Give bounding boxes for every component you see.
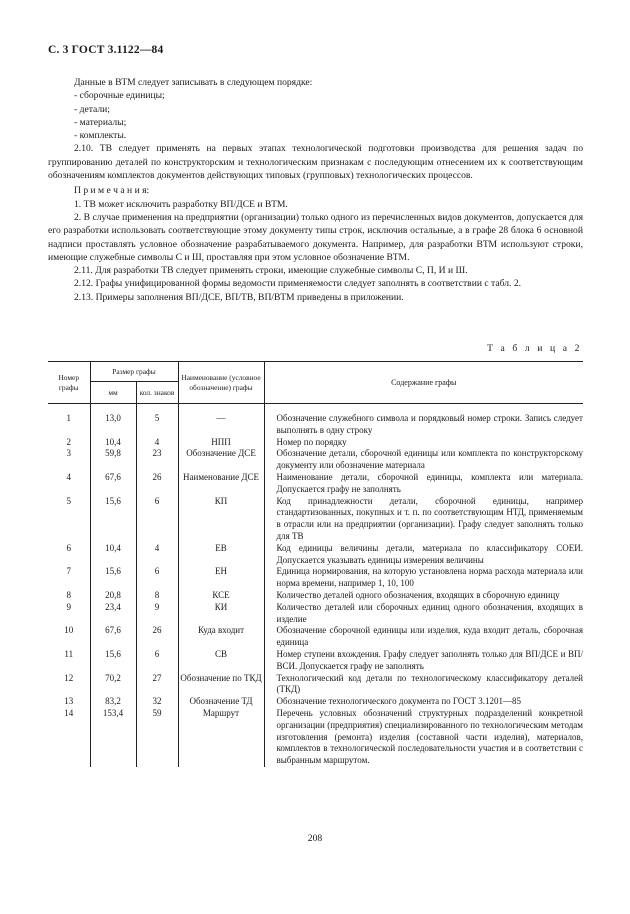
table-row bbox=[48, 649, 583, 673]
row-name: ЕН bbox=[178, 566, 264, 590]
list-item: - сборочные единицы; bbox=[74, 90, 165, 102]
row-number: 4 bbox=[66, 471, 71, 482]
row-content: Технологический код детали по технологическому классификатору деталей (ТКД) bbox=[264, 673, 583, 697]
row-size-mm: 10,4 bbox=[90, 437, 136, 449]
row-name: Обозначение ТД bbox=[178, 696, 264, 708]
row-content: Количество деталей или сборочных единиц одного обозначения, входящих в изделие bbox=[264, 602, 583, 626]
row-name: Обозначение ДСЕ bbox=[178, 448, 264, 472]
row-number: 6 bbox=[66, 542, 71, 553]
paragraph-2-12: 2.12. Графы унифицированной формы ведомости применяемости следует заполнять в соответствии с табл. 2. bbox=[74, 278, 522, 290]
note-1: 1. ТВ может исключить разработку ВП/ДСЕ и ВТМ. bbox=[74, 198, 288, 210]
row-name: СВ bbox=[178, 649, 264, 673]
note-2: 2. В случае применения на предприятии (организации) только одного из перечисленных видов документов, допускается для его разработки использовать соответствующие этому документу типы строк, исключив остальные, а в графе 28 блока 6 основной надписи проставлять условное обозначение разрабатываемого документа. Например, для разработки ВТМ используют строки, имеющие служебные символы С и Ш, проставляя при этом условное обозначение ВТМ. bbox=[48, 211, 583, 263]
row-size-mm: 15,6 bbox=[90, 496, 136, 543]
row-size-chars: 26 bbox=[136, 625, 178, 649]
paragraph-2-11: 2.11. Для разработки ТВ следует применять строки, имеющие служебные символы С, П, И и Ш. bbox=[74, 265, 468, 277]
row-number: 9 bbox=[66, 601, 71, 612]
row-size-chars: 59 bbox=[136, 708, 178, 767]
table-row bbox=[48, 566, 583, 590]
col-header-number: Номер графы bbox=[48, 362, 90, 404]
row-number: 12 bbox=[64, 672, 74, 683]
row-name: КСЕ bbox=[178, 590, 264, 602]
table-2 bbox=[48, 361, 583, 767]
row-content: Обозначение детали, сборочной единицы или комплекта по конструкторскому документу или обозначение материала bbox=[264, 448, 583, 472]
row-content: Обозначение технологического документа по ГОСТ 3.1201—85 bbox=[264, 696, 583, 708]
table-label: Т а б л и ц а 2 bbox=[487, 343, 582, 354]
row-name: НПП bbox=[178, 437, 264, 449]
table-row bbox=[48, 472, 583, 496]
col-header-chars: кол. знаков bbox=[136, 382, 178, 404]
row-name: КИ bbox=[178, 602, 264, 626]
paragraph-2-10: 2.10. ТВ следует применять на первых этапах технологической подготовки производства для решения задач по группированию деталей по конструкторским и технологическим признакам с последующим отнесением их к соответствующим обозначениям комплектов документов действующих типовых (групповых) технологических процессов. bbox=[48, 143, 583, 182]
table-body bbox=[48, 404, 583, 767]
col-header-mm: мм bbox=[90, 382, 136, 404]
row-number: 7 bbox=[66, 566, 71, 577]
row-name: Куда входит bbox=[178, 625, 264, 649]
table-row bbox=[48, 404, 583, 437]
table-row bbox=[48, 673, 583, 697]
row-size-chars: 6 bbox=[136, 496, 178, 543]
row-number: 5 bbox=[66, 495, 71, 506]
list-item: - детали; bbox=[74, 103, 110, 115]
row-name: Наименование ДСЕ bbox=[178, 472, 264, 496]
table-row bbox=[48, 448, 583, 472]
row-number: 14 bbox=[64, 707, 74, 718]
row-name: — bbox=[178, 404, 264, 437]
row-size-chars: 23 bbox=[136, 448, 178, 472]
row-number: 1 bbox=[66, 413, 71, 423]
col-header-size: Размер графы bbox=[90, 362, 178, 382]
row-content: Код единицы величины детали, материала по классификатору СОЕИ. Допускается указывать единицы измерения величины bbox=[264, 543, 583, 567]
row-size-chars: 9 bbox=[136, 602, 178, 626]
row-number: 8 bbox=[66, 589, 71, 600]
row-number: 2 bbox=[66, 436, 71, 447]
row-size-chars: 27 bbox=[136, 673, 178, 697]
row-size-chars: 6 bbox=[136, 649, 178, 673]
row-name: ЕВ bbox=[178, 543, 264, 567]
row-size-chars: 8 bbox=[136, 590, 178, 602]
paragraph-2-13: 2.13. Примеры заполнения ВП/ДСЕ, ВП/ТВ, ВП/ВТМ приведены в приложении. bbox=[74, 291, 404, 303]
row-number: 11 bbox=[64, 648, 74, 659]
row-content: Обозначение сборочной единицы или изделия, куда входит деталь, сборочная единица bbox=[264, 625, 583, 649]
table-row bbox=[48, 543, 583, 567]
row-size-mm: 67,6 bbox=[90, 472, 136, 496]
row-size-mm: 15,6 bbox=[90, 649, 136, 673]
row-size-chars: 4 bbox=[136, 437, 178, 449]
row-size-mm: 59,8 bbox=[90, 448, 136, 472]
col-header-content: Содержание графы bbox=[264, 362, 583, 404]
table-row bbox=[48, 696, 583, 708]
row-size-mm: 153,4 bbox=[90, 708, 136, 767]
row-content: Код принадлежности детали, сборочной единицы, например стандартизованных, покупных и т. п. по соответствующим НТД, применяемым в отрасли или на предприятии (организации). Графу следует заполнять только для ТВ bbox=[264, 496, 583, 543]
intro-paragraph: Данные в ВТМ следует записывать в следующем порядке: bbox=[74, 77, 313, 88]
row-size-chars: 4 bbox=[136, 543, 178, 567]
table-row bbox=[48, 437, 583, 449]
row-size-mm: 83,2 bbox=[90, 696, 136, 708]
notes-title: П р и м е ч а н и я: bbox=[74, 185, 150, 197]
row-content: Наименование детали, сборочной единицы, комплекта или материала. Допускается графу не заполнять bbox=[264, 472, 583, 496]
list-item: - комплекты. bbox=[74, 130, 127, 142]
table-row bbox=[48, 602, 583, 626]
row-name: Маршрут bbox=[178, 708, 264, 767]
row-name: КП bbox=[178, 496, 264, 543]
table-row bbox=[48, 625, 583, 649]
row-size-mm: 15,6 bbox=[90, 566, 136, 590]
row-content: Количество деталей одного обозначения, входящих в сборочную единицу bbox=[264, 590, 583, 602]
table-row bbox=[48, 496, 583, 543]
row-size-mm: 20,8 bbox=[90, 590, 136, 602]
body-text bbox=[48, 76, 583, 304]
row-content: Номер по порядку bbox=[264, 437, 583, 449]
row-size-mm: 67,6 bbox=[90, 625, 136, 649]
page-number: 208 bbox=[307, 833, 323, 844]
row-content: Единица нормирования, на которую установлена норма расхода материала или норма времени, например 1, 10, 100 bbox=[264, 566, 583, 590]
row-content: Перечень условных обозначений структурных подразделений конкретной организации (предприятия) специализированного по технологическим методам изготовления (ремонта) изделия (составной части изделия), материалов, комплектов в технологической последовательности участия и в соответствии с выбранным маршрутом. bbox=[264, 708, 583, 767]
row-name: Обозначение по ТКД bbox=[178, 673, 264, 697]
row-content: Номер ступени вхождения. Графу следует заполнять только для ВП/ДСЕ и ВП/ВСИ. Допускается графу не заполнять bbox=[264, 649, 583, 673]
row-size-mm: 70,2 bbox=[90, 673, 136, 697]
col-header-name: Наименование (условное обозначение) графы bbox=[178, 362, 264, 404]
table-row bbox=[48, 708, 583, 767]
row-size-chars: 26 bbox=[136, 472, 178, 496]
row-size-mm: 10,4 bbox=[90, 543, 136, 567]
order-list bbox=[48, 89, 583, 142]
table-row bbox=[48, 590, 583, 602]
list-item: - материалы; bbox=[74, 116, 127, 128]
row-size-chars: 6 bbox=[136, 566, 178, 590]
row-number: 13 bbox=[64, 696, 74, 707]
row-number: 10 bbox=[64, 625, 74, 636]
row-content: Обозначение служебного символа и порядковый номер строки. Запись следует выполнять в одну строку bbox=[264, 404, 583, 437]
row-size-mm: 13,0 bbox=[90, 404, 136, 437]
page-header: С. 3 ГОСТ 3.1122—84 bbox=[48, 44, 164, 56]
row-size-chars: 32 bbox=[136, 696, 178, 708]
row-size-mm: 23,4 bbox=[90, 602, 136, 626]
row-size-chars: 5 bbox=[136, 404, 178, 437]
row-number: 3 bbox=[66, 448, 71, 459]
